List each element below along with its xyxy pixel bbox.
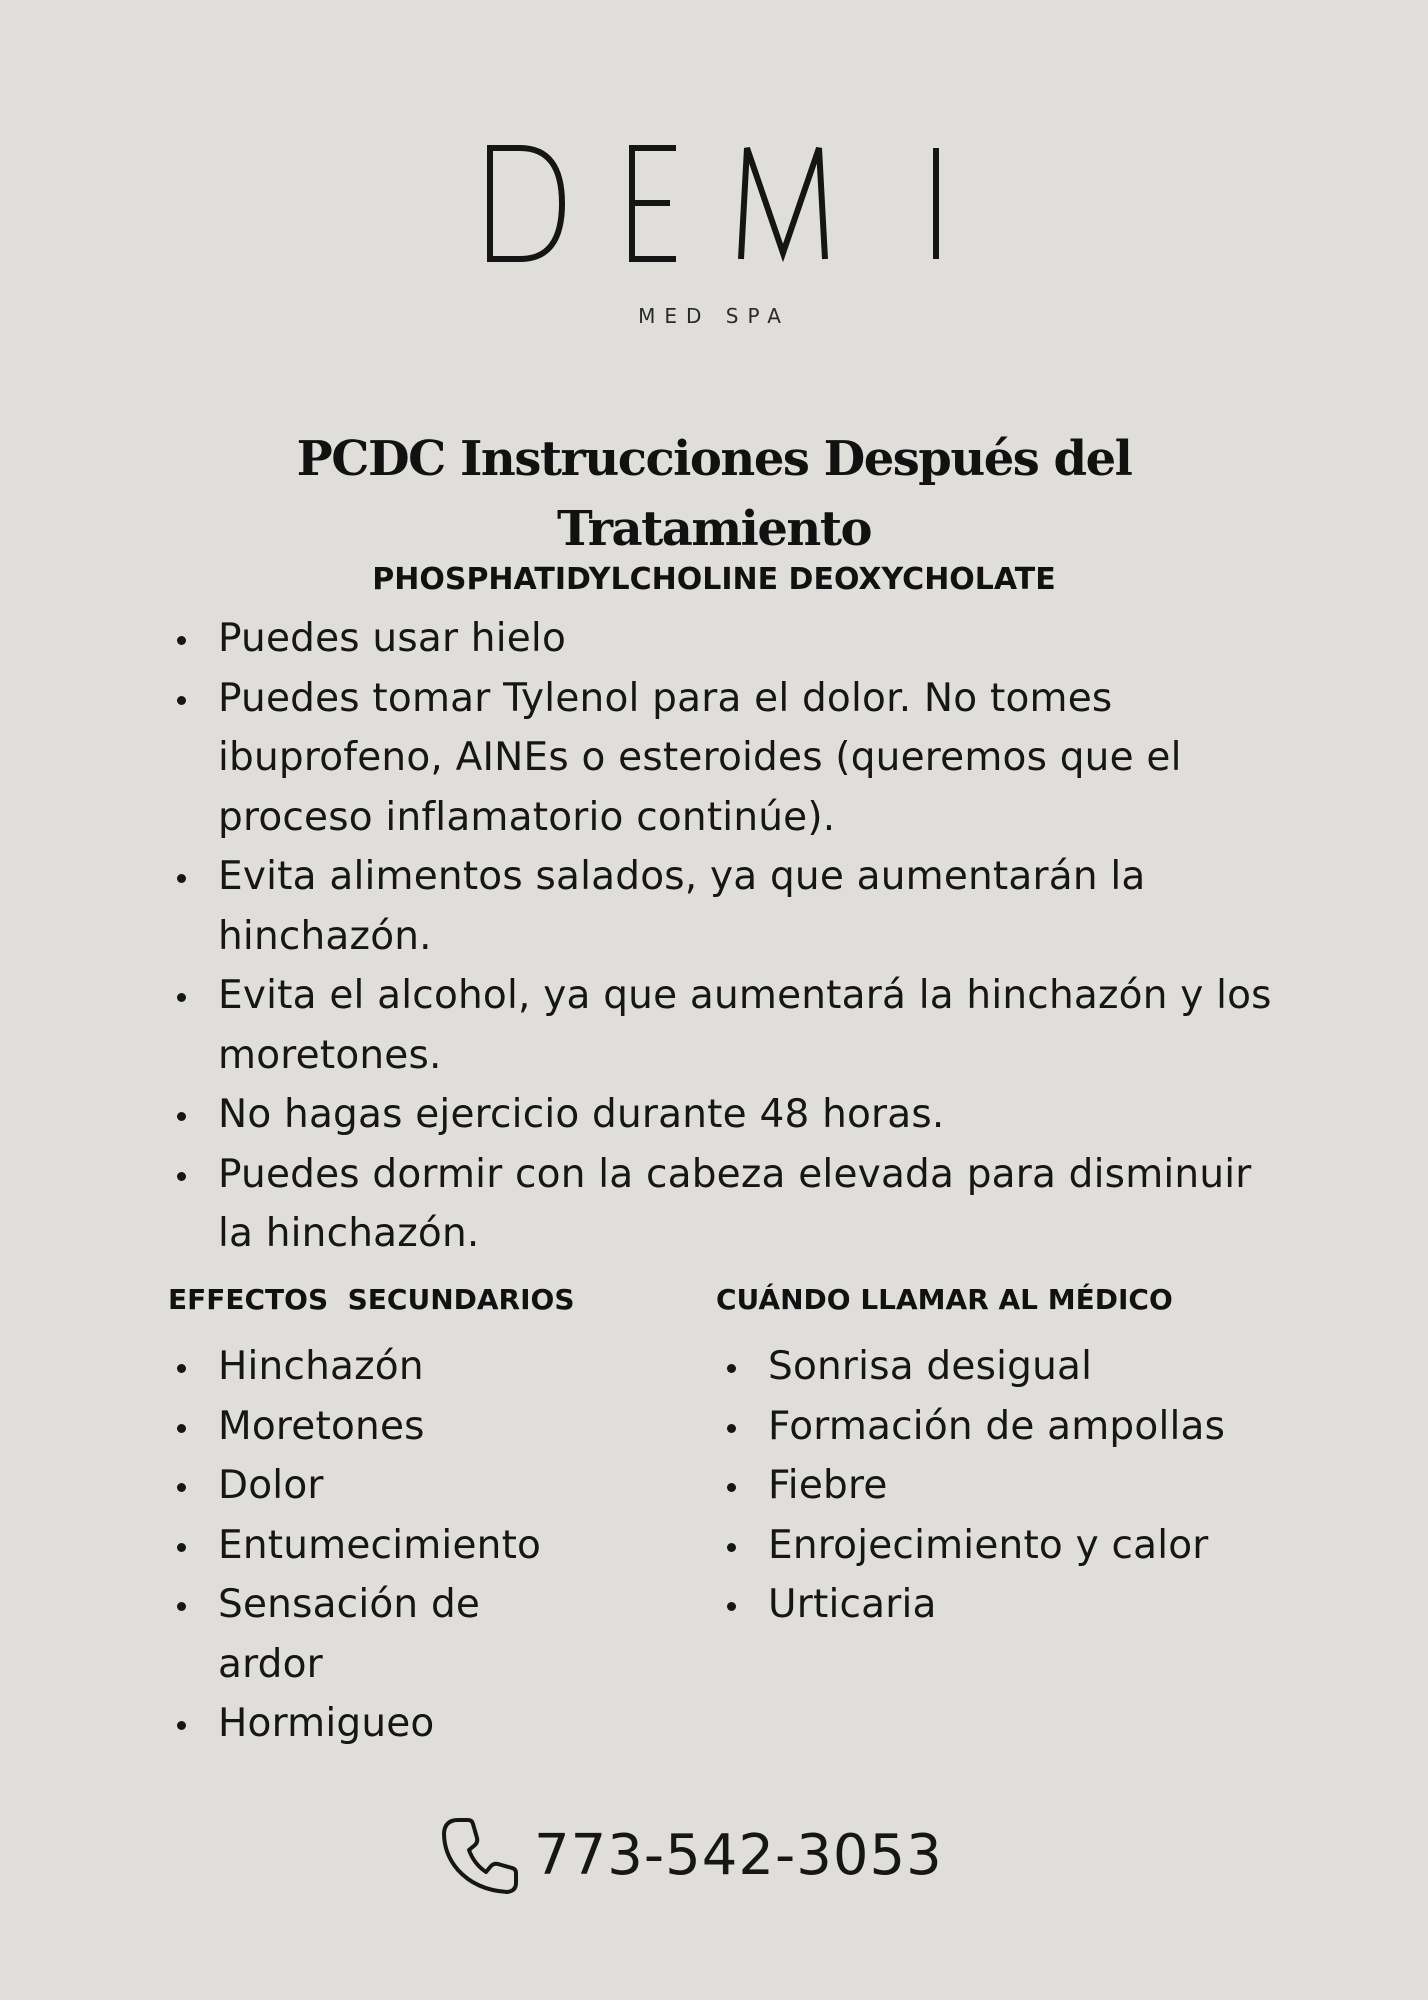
side-effect-item: Hinchazón: [168, 1337, 568, 1397]
side-effect-item: Moretones: [168, 1397, 568, 1457]
call-doctor-item: Sonrisa desigual: [718, 1337, 1278, 1397]
side-effects-list: [168, 1337, 568, 1754]
instruction-item: Puedes dormir con la cabeza elevada para disminuir la hinchazón.: [168, 1145, 1288, 1264]
contact-phone: [438, 1810, 943, 1900]
instructions-list: [168, 609, 1288, 1264]
call-doctor-item: Enrojecimiento y calor: [718, 1516, 1278, 1576]
instruction-item: Evita alimentos salados, ya que aumentarán la hinchazón.: [168, 847, 1288, 966]
call-doctor-item: Formación de ampollas: [718, 1397, 1278, 1457]
brand-logo: [0, 142, 1428, 267]
side-effect-item: Sensación de ardor: [168, 1575, 568, 1694]
demi-logo: [484, 142, 944, 267]
call-doctor-heading: CUÁNDO LLAMAR AL MÉDICO: [716, 1283, 1173, 1316]
phone-number[interactable]: 773-542-3053: [534, 1822, 943, 1888]
instruction-item: Puedes usar hielo: [168, 609, 1288, 669]
side-effect-item: Entumecimiento: [168, 1516, 568, 1576]
page-title: PCDC Instrucciones Después del Tratamiento: [296, 431, 1132, 557]
phone-icon: [438, 1812, 524, 1898]
call-doctor-item: Urticaria: [718, 1575, 1278, 1635]
brand-tagline: MED SPA: [638, 304, 790, 328]
instruction-item: No hagas ejercicio durante 48 horas.: [168, 1085, 1288, 1145]
side-effect-item: Dolor: [168, 1456, 568, 1516]
side-effect-item: Hormigueo: [168, 1694, 568, 1754]
instruction-item: Puedes tomar Tylenol para el dolor. No tomes ibuprofeno, AINEs o esteroides (queremos que el proceso inflamatorio continúe).: [168, 669, 1288, 848]
instruction-item: Evita el alcohol, ya que aumentará la hinchazón y los moretones.: [168, 966, 1288, 1085]
call-doctor-item: Fiebre: [718, 1456, 1278, 1516]
page-subtitle: PHOSPHATIDYLCHOLINE DEOXYCHOLATE: [372, 562, 1056, 597]
side-effects-heading: EFFECTOS SECUNDARIOS: [168, 1283, 575, 1316]
call-doctor-list: [718, 1337, 1278, 1635]
